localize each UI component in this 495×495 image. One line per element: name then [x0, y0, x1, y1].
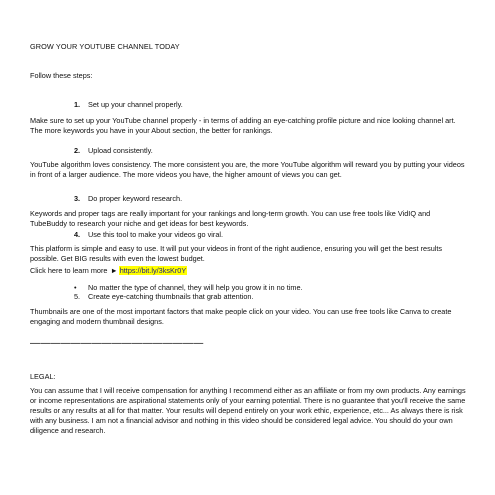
bullet-item-2	[74, 292, 254, 302]
step-label: Upload consistently.	[88, 146, 153, 155]
step-number: 4.	[74, 230, 81, 239]
cta-line	[30, 266, 187, 276]
legal-heading: LEGAL:	[30, 372, 56, 381]
arrow-icon: ►	[110, 266, 118, 275]
step-3	[74, 194, 182, 204]
platform-paragraph: This platform is simple and easy to use. It will put your videos in front of the right audience, ensuring you will get the best results possible. Get BIG results with even the lowest budget.	[30, 244, 443, 263]
bullet-text: Create eye-catching thumbnails that grab attention.	[88, 292, 254, 301]
legal-paragraph: You can assume that I will receive compensation for anything I recommend either as an affiliate or from my own products. Any earnings or income representations are aspirational statements only of your earning potential. There is no guarantee that you'll receive the same results or any results at all for that matter. Your results will depend entirely on your work ethic, experience, etc... As always there is risk with any business. I am not a financial advisor and nothing in this video should be considered legal advice. You should do your own diligence and research.	[30, 386, 466, 435]
step-label: Use this tool to make your videos go viral.	[88, 230, 224, 239]
step-2	[74, 146, 153, 156]
cta-text: Click here to learn more	[30, 266, 108, 275]
step-1	[74, 100, 183, 110]
bullet-text: No matter the type of channel, they will help you grow it in no time.	[88, 283, 303, 292]
cta-link[interactable]: https://bit.ly/3ksKr0Y	[119, 266, 187, 275]
bullet-icon: •	[74, 283, 77, 292]
section-divider: —————————————————	[30, 338, 204, 349]
step-number: 1.	[74, 100, 81, 109]
thumbnails-paragraph: Thumbnails are one of the most important factors that make people click on your video. You can use free tools like Canva to create engaging and modern thumbnail designs.	[30, 307, 452, 326]
step-number: 2.	[74, 146, 81, 155]
step-label: Set up your channel properly.	[88, 100, 183, 109]
consistency-paragraph: YouTube algorithm loves consistency. The more consistent you are, the more YouTube algorithm will reward you by putting your videos in front of a larger audience. The more videos you have, the higher amount of views you can get.	[30, 160, 465, 179]
step-number: 3.	[74, 194, 81, 203]
intro-text: Follow these steps:	[30, 71, 93, 80]
keywords-paragraph: Keywords and proper tags are really important for your rankings and long-term growth. You can use free tools like VidIQ and TubeBuddy to research your niche and get ideas for best keywords.	[30, 209, 431, 228]
step-label: Do proper keyword research.	[88, 194, 183, 203]
step-4	[74, 230, 223, 240]
bullet-number: 5.	[74, 292, 81, 301]
setup-paragraph: Make sure to set up your YouTube channel properly - in terms of adding an eye-catching profile picture and nice looking channel art. The more keywords you have in your About section, the better for rankings.	[30, 116, 456, 135]
document-title: GROW YOUR YOUTUBE CHANNEL TODAY	[30, 42, 180, 51]
